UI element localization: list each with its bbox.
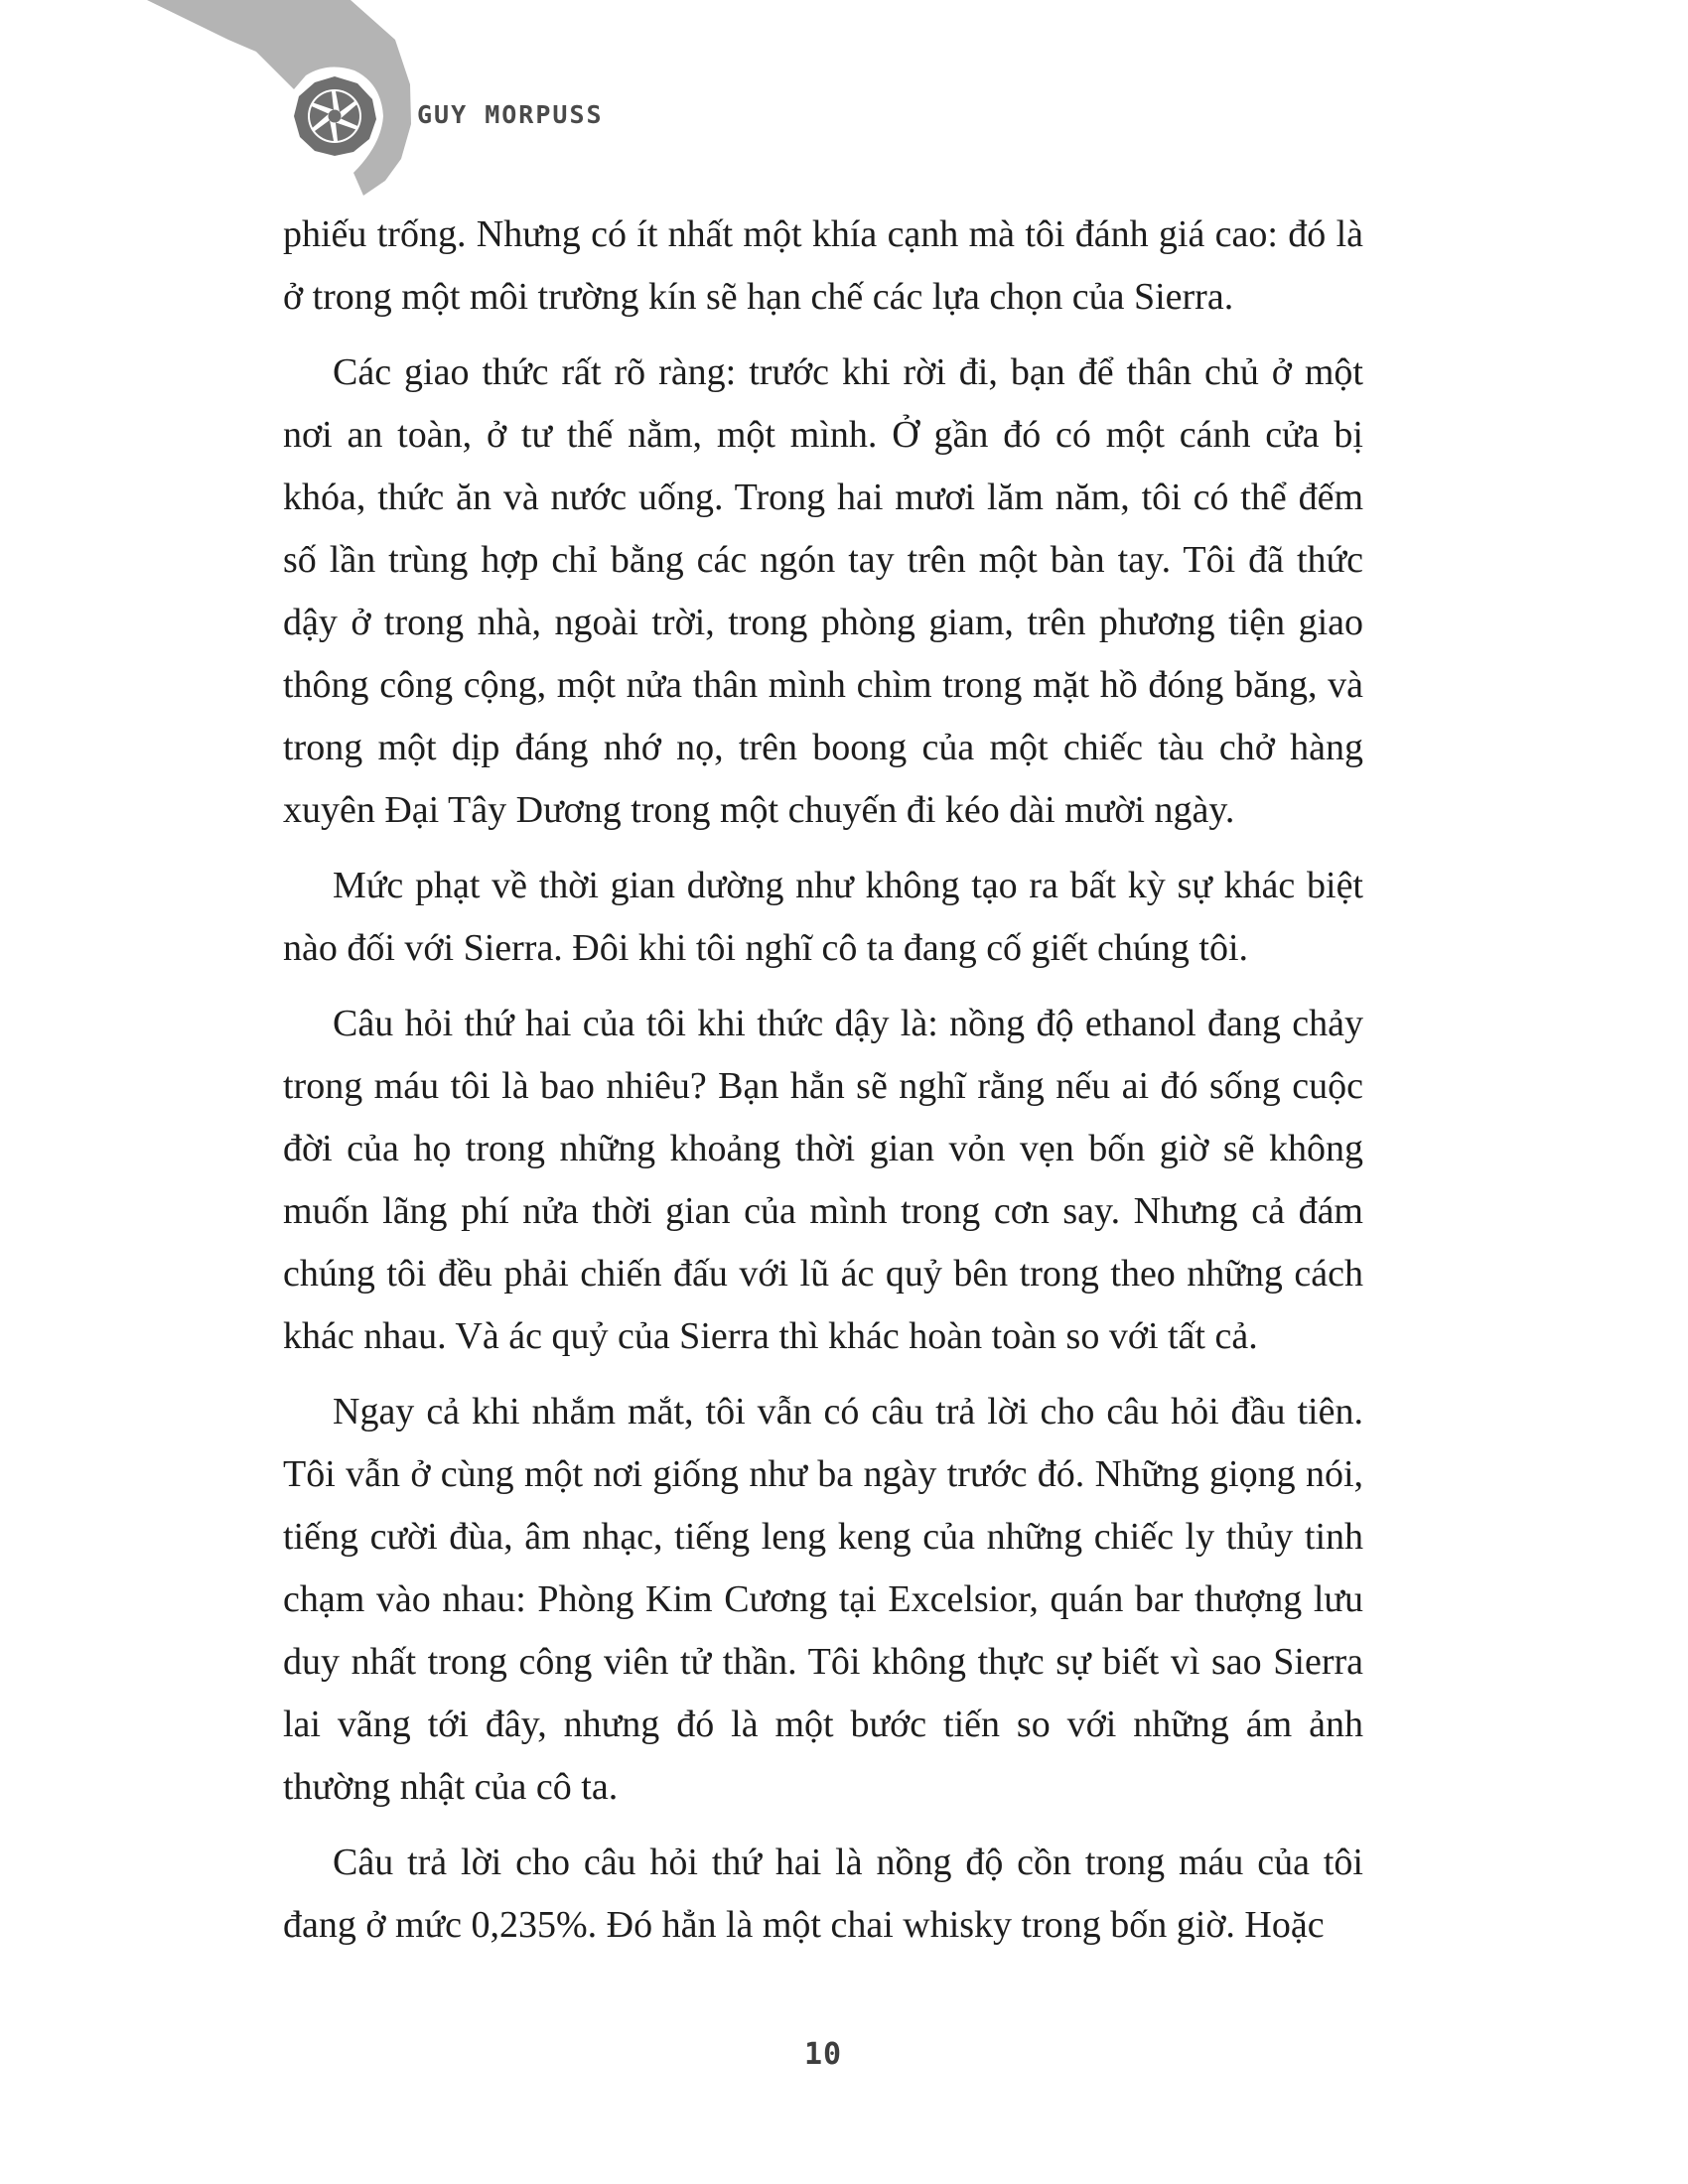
body-paragraph: Ngay cả khi nhắm mắt, tôi vẫn có câu trả lời cho câu hỏi đầu tiên. Tôi vẫn ở cùng một nơi giống như ba ngày trước đó. Những giọng nói, tiếng cười đùa, âm nhạc, tiếng leng keng của những chiếc ly thủy tinh chạm vào nhau: Phòng Kim Cương tại Excelsior, quán bar thượng lưu duy nhất trong công viên tử thần. Tôi không thực sự biết vì sao Sierra lai vãng tới đây, nhưng đó là một bước tiến so với những ám ảnh thường nhật của cô ta. bbox=[283, 1391, 1363, 1808]
body-paragraph: Câu hỏi thứ hai của tôi khi thức dậy là: nồng độ ethanol đang chảy trong máu tôi là bao nhiêu? Bạn hẳn sẽ nghĩ rằng nếu ai đó sống cuộc đời của họ trong những khoảng thời gian vỏn vẹn bốn giờ sẽ không muốn lãng phí nửa thời gian của mình trong cơn say. Nhưng cả đám chúng tôi đều phải chiến đấu với lũ ác quỷ bên trong theo những cách khác nhau. Và ác quỷ của Sierra thì khác hoàn toàn so với tất cả. bbox=[283, 1003, 1363, 1357]
body-paragraph: Câu trả lời cho câu hỏi thứ hai là nồng độ cồn trong máu của tôi đang ở mức 0,235%. Đó hẳn là một chai whisky trong bốn giờ. Hoặc bbox=[283, 1842, 1363, 1946]
author-running-head: GUY MORPUSS bbox=[417, 100, 604, 129]
body-paragraph: Các giao thức rất rõ ràng: trước khi rời đi, bạn để thân chủ ở một nơi an toàn, ở tư thế nằm, một mình. Ở gần đó có một cánh cửa bị khóa, thức ăn và nước uống. Trong hai mươi lăm năm, tôi có thể đếm số lần trùng hợp chỉ bằng các ngón tay trên một bàn tay. Tôi đã thức dậy ở trong nhà, ngoài trời, trong phòng giam, trên phương tiện giao thông công cộng, một nửa thân mình chìm trong mặt hồ đóng băng, và trong một dịp đáng nhớ nọ, trên boong của một chiếc tàu chở hàng xuyên Đại Tây Dương trong một chuyến đi kéo dài mười ngày. bbox=[283, 351, 1363, 831]
body-paragraph: phiếu trống. Nhưng có ít nhất một khía cạnh mà tôi đánh giá cao: đó là ở trong một môi trường kín sẽ hạn chế các lựa chọn của Sierra. bbox=[283, 213, 1363, 318]
body-text bbox=[283, 204, 1363, 1970]
page-number: 10 bbox=[803, 2037, 843, 2072]
body-paragraph: Mức phạt về thời gian dường như không tạo ra bất kỳ sự khác biệt nào đối với Sierra. Đôi khi tôi nghĩ cô ta đang cố giết chúng tôi. bbox=[283, 865, 1363, 969]
